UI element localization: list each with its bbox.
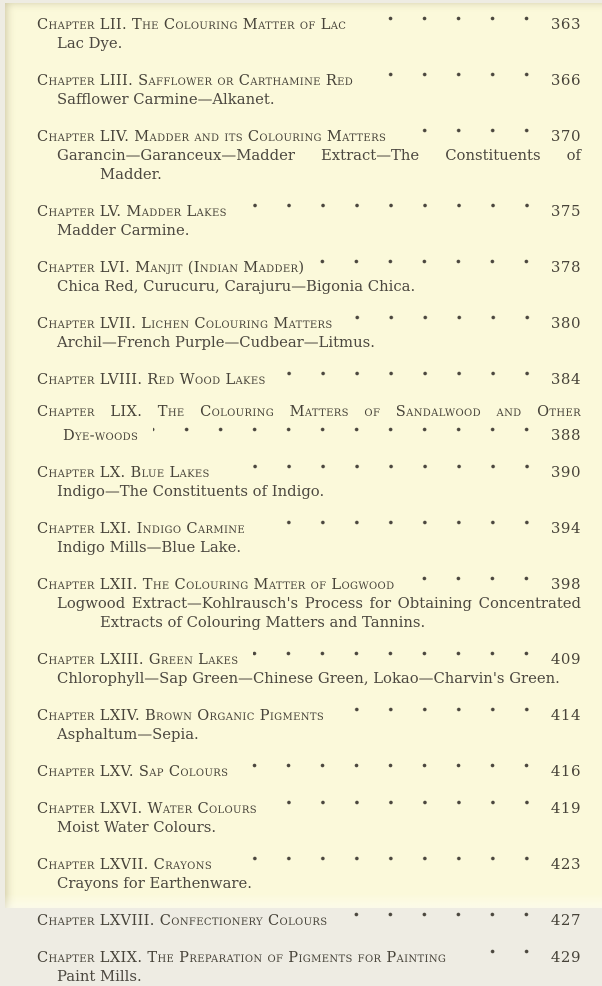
sub-entry: Archil—French Purple—Cudbear—Litmus. — [57, 334, 375, 351]
toc-entry — [37, 10, 581, 53]
page-number: 388 — [550, 426, 581, 444]
leader-dots — [401, 122, 546, 141]
page-number: 419 — [550, 799, 581, 817]
page-number: 370 — [550, 127, 581, 145]
page-number: 366 — [550, 71, 581, 89]
sub-entry: Logwood Extract—Kohlrausch's Process for Obtaining Concentrated — [57, 595, 581, 612]
leader-dots — [368, 66, 546, 85]
sub-entry: Chica Red, Curucuru, Carajuru—Bigonia Chica. — [57, 278, 416, 295]
toc-entry — [37, 850, 581, 893]
page-number: 409 — [550, 650, 581, 668]
chapter-heading: Chapter LXVI. Water Colours — [37, 800, 257, 817]
leader-dots — [272, 794, 546, 813]
page-number: 416 — [550, 762, 581, 780]
toc-entry — [37, 906, 581, 930]
chapter-heading-line — [37, 570, 581, 594]
chapter-heading-line — [37, 794, 581, 818]
leader-dots — [243, 757, 546, 776]
sub-entry: Paint Mills. — [57, 968, 142, 985]
toc-entry — [37, 458, 581, 501]
page-number: 414 — [550, 706, 581, 724]
chapter-heading-line — [37, 10, 581, 34]
page-number: 429 — [550, 948, 581, 966]
leader-dots — [339, 701, 546, 720]
page-number: 427 — [550, 911, 581, 929]
toc-entry — [37, 570, 581, 632]
leader-dots — [461, 943, 546, 962]
toc-entry — [37, 122, 581, 184]
page-number: 384 — [550, 370, 581, 388]
leader-dots — [242, 197, 546, 216]
page-number: 363 — [550, 15, 581, 33]
sub-entry: Extracts of Colouring Matters and Tannins. — [100, 614, 426, 631]
chapter-heading-line — [37, 402, 581, 421]
chapter-heading: Chapter LIX. The Colouring Matters of Sandalwood and Other — [37, 403, 581, 420]
page-number: 398 — [550, 575, 581, 593]
chapter-heading: Chapter LXVIII. Confectionery Colours — [37, 912, 328, 929]
chapter-heading: Chapter LXI. Indigo Carmine — [37, 520, 246, 537]
chapter-heading: Chapter LIII. Safflower or Carthamine Red — [37, 72, 354, 89]
chapter-heading-line — [37, 253, 581, 277]
chapter-heading: Chapter LXII. The Colouring Matter of Logwood — [37, 576, 395, 593]
chapter-heading-line — [37, 645, 581, 669]
chapter-heading-line — [37, 66, 581, 90]
chapter-heading: Chapter LXV. Sap Colours — [37, 763, 229, 780]
chapter-heading: Chapter LII. The Colouring Matter of Lac — [37, 16, 347, 33]
leader-dots — [348, 309, 546, 328]
chapter-heading-line — [37, 757, 581, 781]
sub-entry: Indigo Mills—Blue Lake. — [57, 539, 242, 556]
sub-entry: Garancin—Garanceux—Madder Extract—The Constituents of Madder. — [57, 147, 581, 183]
sub-entry: Chlorophyll—Sap Green—Chinese Green, Lokao—Charvin's Green. — [57, 670, 560, 687]
chapter-heading-line — [37, 365, 581, 389]
chapter-heading-line — [37, 906, 581, 930]
leader-dots — [260, 514, 546, 533]
toc-entry — [37, 365, 581, 389]
chapter-heading-line — [37, 701, 581, 725]
sub-entry: Lac Dye. — [57, 35, 123, 52]
chapter-heading-line — [37, 122, 581, 146]
toc-entry — [37, 197, 581, 240]
sub-entry: Indigo—The Constituents of Indigo. — [57, 483, 325, 500]
chapter-heading-line — [37, 850, 581, 874]
chapter-heading-continuation: Dye-woods — [63, 427, 139, 444]
page-number: 390 — [550, 463, 581, 481]
chapter-heading: Chapter LXIV. Brown Organic Pigments — [37, 707, 325, 724]
leader-dots — [361, 10, 546, 29]
chapter-heading: Chapter LV. Madder Lakes — [37, 203, 227, 220]
chapter-heading: Chapter LXVII. Crayons — [37, 856, 213, 873]
chapter-heading: Chapter LIV. Madder and its Colouring Matters — [37, 128, 387, 145]
sub-entry: Asphaltum—Sepia. — [57, 726, 199, 743]
chapter-heading-line — [37, 943, 581, 967]
chapter-heading: Chapter LVIII. Red Wood Lakes — [37, 371, 266, 388]
page-number: 375 — [550, 202, 581, 220]
chapter-heading: Chapter LXIII. Green Lakes — [37, 651, 239, 668]
chapter-heading: Chapter LVI. Manjit (Indian Madder) — [37, 259, 305, 276]
chapter-heading: Chapter LVII. Lichen Colouring Matters — [37, 315, 333, 332]
leader-dots — [409, 570, 545, 589]
page-number: 394 — [550, 519, 581, 537]
toc-entry — [37, 757, 581, 781]
chapter-heading-line — [37, 309, 581, 333]
page — [5, 3, 602, 985]
chapter-heading-continuation-line — [37, 421, 581, 445]
leader-dots — [319, 253, 545, 272]
toc-entry — [37, 943, 581, 986]
sub-entry: Crayons for Earthenware. — [57, 875, 252, 892]
chapter-heading: Chapter LX. Blue Lakes — [37, 464, 210, 481]
sub-entry: Moist Water Colours. — [57, 819, 217, 836]
leader-dots — [153, 421, 546, 440]
leader-dots — [227, 850, 546, 869]
toc-entry — [37, 309, 581, 352]
sub-entry: Safflower Carmine—Alkanet. — [57, 91, 275, 108]
chapter-heading: Chapter LXIX. The Preparation of Pigments for Painting — [37, 949, 447, 966]
toc-entry — [37, 701, 581, 744]
page-number: 380 — [550, 314, 581, 332]
toc-entry — [37, 402, 581, 445]
toc-entry — [37, 794, 581, 837]
chapter-heading-line — [37, 514, 581, 538]
sub-entry: Madder Carmine. — [57, 222, 190, 239]
page-number: 423 — [550, 855, 581, 873]
chapter-heading-line — [37, 458, 581, 482]
toc — [37, 10, 581, 986]
toc-entry — [37, 645, 581, 688]
toc-entry — [37, 514, 581, 557]
toc-entry — [37, 253, 581, 296]
leader-dots — [253, 645, 545, 664]
leader-dots — [225, 458, 546, 477]
leader-dots — [342, 906, 545, 925]
page-number: 378 — [550, 258, 581, 276]
chapter-heading-line — [37, 197, 581, 221]
leader-dots — [281, 365, 546, 384]
toc-entry — [37, 66, 581, 109]
